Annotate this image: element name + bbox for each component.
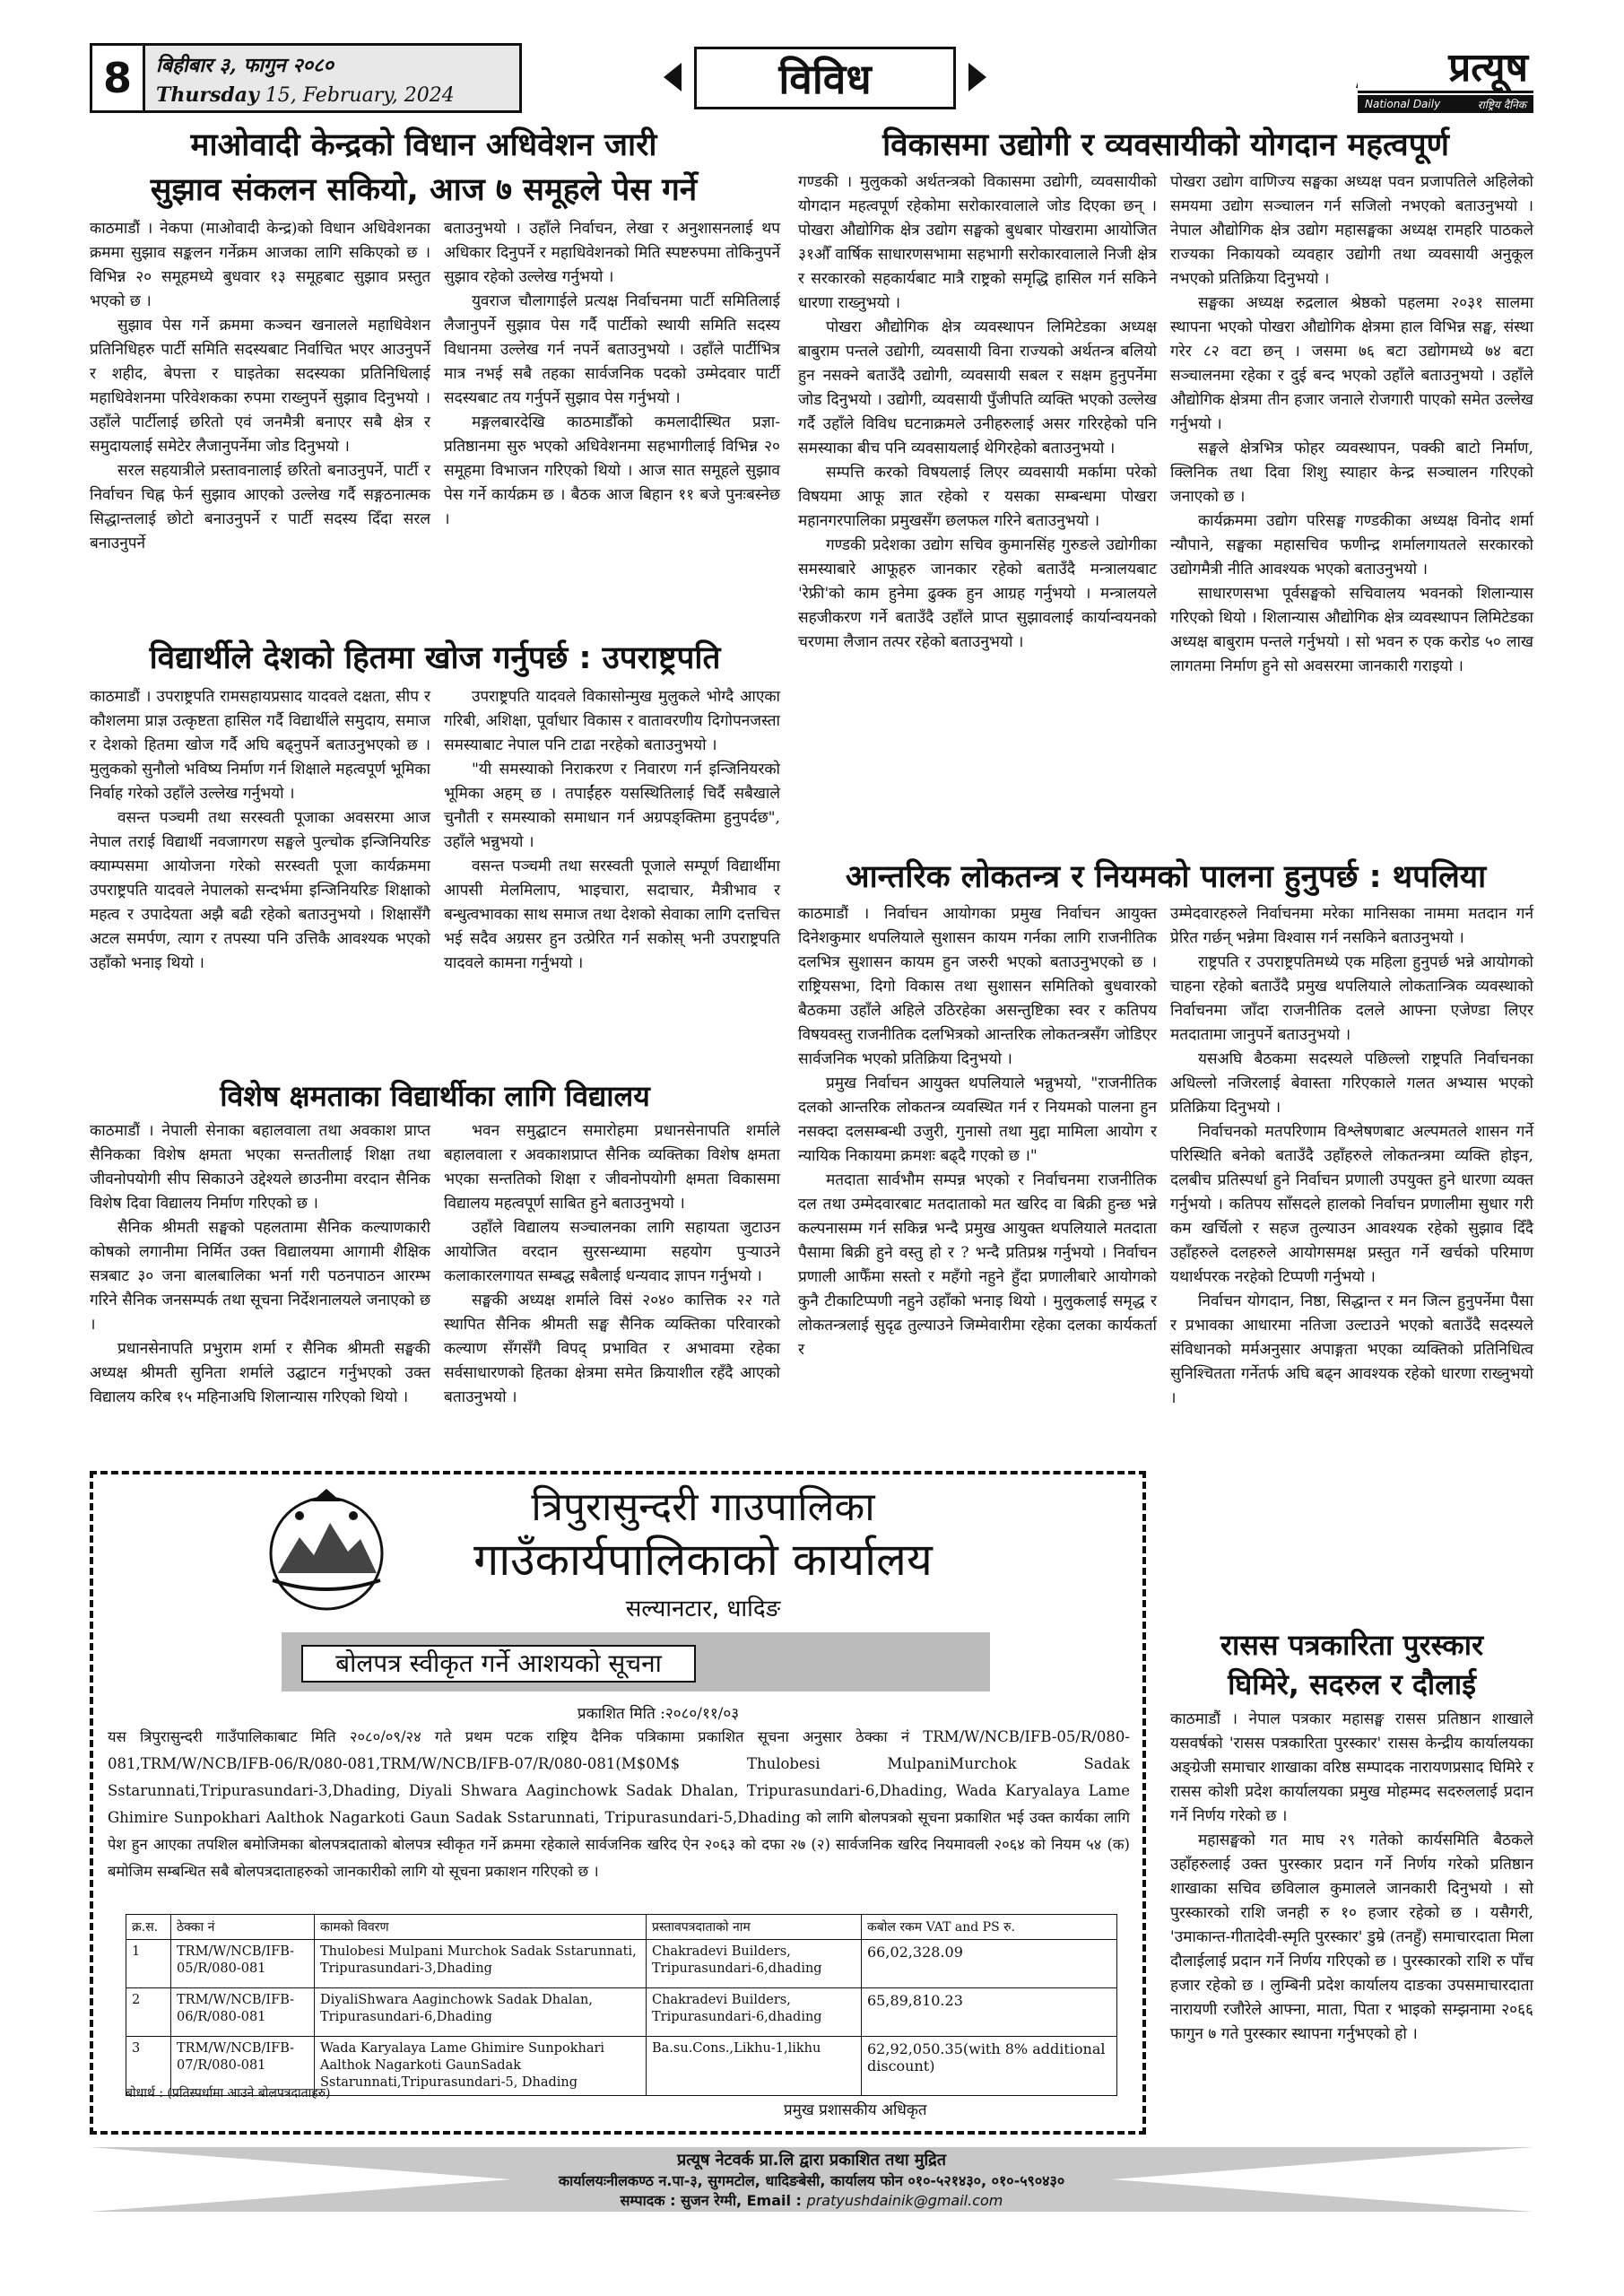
paragraph: वसन्त पञ्चमी तथा सरस्वती पूजाका अवसरमा आज नेपाल तराई विद्यार्थी नवजागरण सङ्घले पुल्चोक इन्जिनियरिङ क्याम्पसमा आयोजना गरेको सरस्वती पूजा कार्यक्रममा उपराष्ट्रपति यादवले नेपालको सन्दर्भमा इन्जिनियरिङ शिक्षाको महत्व र उपादेयता अझै बढी रहेको बताउनुभयो । शिक्षासँगै अटल समर्पण, त्याग र तपस्या पनि उत्तिकै आवश्यक भएको उहाँको भनाइ थियो । [90, 809, 430, 972]
paragraph: काठमाडौं । उपराष्ट्रपति रामसहायप्रसाद यादवले दक्षता, सीप र कौशलमा प्राज्ञ उत्कृष्टता हासिल गर्दै विद्यार्थीले समुदाय, समाज र देशको हितमा खोज गर्दै अघि बढ्नुपर्ने बताउनुभएको छ । मुलुकको सुनौलो भविष्य निर्माण गर्न शिक्षाले महत्वपूर्ण भूमिका निर्वाह गरेको उहाँले उल्लेख गर्नुभयो । [90, 688, 431, 803]
article6-headline2: घिमिरे, सदरुल र दौलाई [1228, 1667, 1476, 1701]
paragraph: युवराज चौलागाईले प्रत्यक्ष निर्वाचनमा पार्टी समितिलाई लैजानुपर्ने सुझाव पेस गर्दै पार्टीको स्थायी समिति सदस्य विधानमा उल्लेख गर्न नपर्ने बताउनुभयो । उहाँले पार्टीभित्र मात्र नभई सबै तहका सार्वजनिक पदको उम्मेदवार पार्टी सदस्यबाट तय गर्नुपर्ने सुझाव पेस गर्नुभयो । [444, 292, 780, 407]
notice-title: त्रिपुरासुन्दरी गाउपालिका [531, 1484, 875, 1530]
logo-subtitle [1358, 95, 1533, 113]
table-cell: Ba.su.Cons.,Likhu-1,likhu [647, 2037, 862, 2096]
paragraph: सङ्घले क्षेत्रभित्र फोहर व्यवस्थापन, पक्की बाटो निर्माण, क्लिनिक तथा दिवा शिशु स्याहार केन्द्र सञ्चालन गरिएको जनाएको छ । [1170, 439, 1533, 506]
section-title: विविध [694, 47, 956, 109]
date-nepali: बिहीबार ३, फागुन २०८० [156, 54, 334, 77]
paragraph: कार्यक्रममा उद्योग परिसङ्घ गण्डकीका अध्यक्ष विनोद शर्मा न्यौपाने, सङ्घका महासचिव फणीन्द्र शर्मालगायतले सरकारको उद्योगमैत्री नीति आवश्यक भएको बताउनुभयो । [1170, 512, 1533, 578]
right-arrow-icon [968, 63, 986, 91]
paragraph: निर्वाचन योगदान, निष्ठा, सिद्धान्त र मन जित्न हुनुपर्नेमा पैसा र प्रभावका आधारमा नतिजा उल्टाउने भएको बताउँदै सदस्यले संविधानको मर्मअनुसार अपाङ्गता भएका व्यक्तिको प्रतिनिधित्व सुनिश्चितता गर्नेतर्फ अघि बढ्न आवश्यक रहेको धारणा राख्नुभयो । [1170, 1292, 1533, 1407]
paragraph: प्रमुख निर्वाचन आयुक्त थपलियाले भन्नुभयो, "राजनीतिक दलको आन्तरिक लोकतन्त्र व्यवस्थित गर्न र नियमको पालना हुन नसक्दा दलसम्बन्धी उजुरी, गुनासो तथा मुद्दा मामिला आयोग र न्यायिक निकायमा क्रमशः बढ्दै गएको छ ।" [798, 1074, 1157, 1165]
table-cell: DiyaliShwara Aaginchowk Sadak Dhalan, Tripurasundari-6,Dhading [315, 1988, 647, 2037]
table-header: कबोल रकम VAT and PS रु. [862, 1915, 1117, 1940]
paragraph: राष्ट्रपति र उपराष्ट्रपतिमध्ये एक महिला हुनुपर्छ भन्ने आयोगको चाहना रहेको बताउँदै प्रमुख थपलियाले लोकतान्त्रिक व्यवस्थाको निर्वाचनमा जाँदा राजनीतिक दलले आफ्ना एजेण्डा लिएर मतदातामा जानुपर्ने बताउनुभयो । [1170, 953, 1533, 1044]
page-number: 8 [90, 43, 145, 113]
table-header: ठेक्का नं [171, 1915, 315, 1940]
paragraph: निर्वाचनको मतपरिणाम विश्लेषणबाट अल्पमतले शासन गर्ने परिस्थिति बनेको बताउँदै उहाँहरुले लोकतन्त्रमा व्यक्ति होइन, दलबीच प्रतिस्पर्धा हुने निर्वाचन प्रणाली उपयुक्त हुने धारणा व्यक्त गर्नुभयो । कतिपय साँसदले हालको निर्वाचन प्रणालीमा सुधार गरी कम खर्चिलो र सहज तुल्याउन आवश्यक रहेको सुझाव दिँदै उहाँहरुले दलहरुले आयोगसमक्ष प्रस्तुत गर्ने खर्चको परिमाण यथार्थपरक नरहेको टिप्पणी गर्नुभयो । [1170, 1123, 1533, 1286]
article1-headline1: माओवादी केन्द्रको विधान अधिवेशन जारी [190, 127, 657, 163]
paragraph: बताउनुभयो । उहाँले निर्वाचन, लेखा र अनुशासनलाई थप अधिकार दिनुपर्ने र महाधिवेशनको मिति स्पष्टरुपमा तोकिनुपर्ने सुझाव रहेको उल्लेख गर्नुभयो । [444, 220, 780, 286]
article3-headline: विशेष क्षमताका विद्यार्थीका लागि विद्यालय [220, 1079, 650, 1113]
notice-note: बोधार्थ : (प्रतिस्पर्धामा आउने बोलपत्रदाताहरु) [126, 2086, 331, 2100]
paragraph: गण्डकी । मुलुकको अर्थतन्त्रको विकासमा उद्योगी, व्यवसायीको योगदान महत्वपूर्ण रहेकोमा सरोकारवालाले जोड दिएका छन् । पोखरा औद्योगिक क्षेत्र उद्योग सङ्घको बुधबार पोखरामा आयोजित ३१औँ वार्षिक साधारणसभामा सहभागी सरोकारवालाले निजी क्षेत्र र सरकारको सहकार्यबाट मात्रै राष्ट्रको समृद्धि हासिल गर्न सकिने धारणा राख्नुभयो । [798, 173, 1157, 312]
logo-text: प्रत्यूष [1358, 43, 1533, 93]
table-cell: Wada Karyalaya Lame Ghimire Sunpokhari Aalthok Nagarkoti GaunSadak Sstarunnati,Tripurasundari-5, Dhading [315, 2037, 647, 2096]
section-banner [664, 47, 986, 109]
table-cell: Chakradevi Builders, Tripurasundari-6,dhading [647, 1940, 862, 1988]
paragraph: पोखरा औद्योगिक क्षेत्र व्यवस्थापन लिमिटेडका अध्यक्ष बाबुराम पन्तले उद्योगी, व्यवसायी विना राज्यको अर्थतन्त्र बलियो हुन नसक्ने बताउँदै उद्योगी, व्यवसायी सबल र सक्षम हुनुपर्नेमा जोड दिनुभयो । उद्योगी, व्यवसायी पुँजीपति व्यक्ति भएको उल्लेख गर्दै उहाँले विविध घटनाक्रमले उनीहरुलाई असर गरिरहेको पनि समस्याका बीच पनि व्यवसायलाई थेगिरहेको बताउनुभयो । [798, 318, 1157, 457]
table-header: कामको विवरण [315, 1915, 647, 1940]
article4-headline: विकासमा उद्योगी र व्यवसायीको योगदान महत्वपूर्ण [882, 127, 1449, 163]
paragraph: यसअघि बैठकमा सदस्यले पछिल्लो राष्ट्रपति निर्वाचनका अधिल्लो नजिरलाई बेवास्ता गरिएकाले गलत अभ्यास भएको प्रतिक्रिया दिनुभयो । [1170, 1050, 1533, 1117]
table-header: क्र.स. [126, 1915, 171, 1940]
paragraph: साधारणसभा पूर्वसङ्घको सचिवालय भवनको शिलान्यास गरिएको थियो । शिलान्यास औद्योगिक क्षेत्र व्यवस्थापन लिमिटेडका अध्यक्ष बाबुराम पन्तले गर्नुभयो । सो भवन रु एक करोड ५० लाख लागतमा निर्माण हुने सो अवसरमा जानकारी गराइयो । [1170, 585, 1533, 675]
paragraph: काठमाडौं । नेकपा (माओवादी केन्द्र)को विधान अधिवेशनका क्रममा सुझाव सङ्कलन गर्नेक्रम आजका लागि सकिएको छ । विभिन्न २० समूहमध्ये बुधवार १३ समूहबाट सुझाव प्रस्तुत भएको छ । [90, 220, 430, 310]
article4-col2 [1170, 170, 1533, 679]
table-header: प्रस्तावपत्रदाताको नाम [647, 1915, 862, 1940]
paragraph: काठमाडौं । नेपाल पत्रकार महासङ्घ रासस प्रतिष्ठान शाखाले यसवर्षको 'रासस पत्रकारिता पुरस्कार' रासस केन्द्रीय कार्यालयका अङ्ग्रेजी समाचार शाखाका वरिष्ठ सम्पादक नारायणप्रसाद घिमिरे र रासस कोशी प्रदेश कार्यालयका प्रमुख मोहम्मद सदरुललाई प्रदान गर्ने निर्णय गरेको छ । [1170, 1710, 1533, 1825]
paragraph: उम्मेदवारहरुले निर्वाचनमा मरेका मानिसका नाममा मतदान गर्न प्रेरित गर्छन् भन्नेमा विश्वास गर्न नसकिने बताउनुभयो । [1170, 905, 1533, 947]
paragraph: भवन समुद्घाटन समारोहमा प्रधानसेनापति शर्माले बहालवाला र अवकाशप्राप्त सैनिक व्यक्तिका विशेष क्षमता भएका सन्ततिको शिक्षा र जीवनोपयोगी क्षमता विकासमा विद्यालय महत्वपूर्ण साबित हुने बताउनुभयो । [444, 1122, 780, 1213]
paragraph: पोखरा उद्योग वाणिज्य सङ्घका अध्यक्ष पवन प्रजापतिले अहिलेको समयमा उद्योग सञ्चालन गर्न सजिलो नभएको बताउनुभयो । नेपाल औद्योगिक क्षेत्र उद्योग महासङ्घका अध्यक्ष रामहरि पाठकले राज्यका निकायको व्यवहार उद्योगी तथा व्यवसायी अनुकूल नभएको प्रतिक्रिया दिनुभयो । [1170, 173, 1533, 288]
table-cell: 3 [126, 2037, 171, 2096]
notice-body: यस त्रिपुरासुन्दरी गाउँपालिकाबाट मिति २०८०/०९/२४ गते प्रथम पटक राष्ट्रिय दैनिक पत्रिकामा प्रकाशित सूचना अनुसार ठेक्का नं TRM/W/NCB/IFB-05/R/080-081,TRM/W/NCB/IFB-06/R/080-081,TRM/W/NCB/IFB-07/R/080-081(M$0M$ Thulobesi MulpaniMurchok Sadak Sstarunnati,Tripurasundari-3,Dhading, Diyali Shwara Aaginchowk Sadak Dhalan, Tripurasundari-6,Dhading, Wada Karyalaya Lame Ghimire Sunpokhari Aalthok Nagarkoti Gaun Sadak Sstarunnati, Tripurasundari-5,Dhading को लागि बोलपत्रको सूचना प्रकाशित भई उक्त कार्यका लागि पेश हुन आएका तपशिल बमोजिमका बोलपत्रदाताको बोलपत्र स्वीकृत गर्ने क्रममा रहेकाले सार्वजनिक खरिद ऐन २०६३ को दफा २७ (२) सार्वजनिक खरिद नियमावली २०६४ को नियम ५४ (क) बमोजिम सम्बन्धित सबै बोलपत्रदाताहरुको जानकारीको लागि यो सूचना प्रकाशन गरिएको छ । [108, 1728, 1130, 1880]
footer-editor [90, 2190, 1533, 2210]
table-row [126, 1940, 1117, 1988]
table-cell: 2 [126, 1988, 171, 2037]
public-notice [90, 1471, 1146, 2135]
paragraph: सरल सहयात्रीले प्रस्तावनालाई छरितो बनाउनुपर्ने, पार्टी र निर्वाचन चिह्न फेर्न सुझाव आएको उल्लेख गर्दै सङ्गठनात्मक सिद्धान्तलाई छोटो बनाउनुपर्ने र पार्टी सदस्य दिँदा सरल बनाउनुपर्ने [90, 462, 430, 552]
article4-col1 [798, 170, 1157, 655]
article6-body [1170, 1708, 1533, 2047]
notice-published-date: प्रकाशित मिति :२०८०/११/०३ [577, 1705, 740, 1723]
date-day: Thursday [156, 83, 259, 107]
article5-col2 [1170, 902, 1533, 1411]
paragraph: सैनिक श्रीमती सङ्घको पहलतामा सैनिक कल्याणकारी कोषको लगानीमा निर्मित उक्त विद्यालयमा आगामी शैक्षिक सत्रबाट ३० जना बालबालिका भर्ना गरी पठनपाठन आरम्भ गरिने सैनिक जनसम्पर्क तथा सूचना निर्देशनालयले जनाएको छ । [90, 1219, 430, 1334]
table-cell: Chakradevi Builders, Tripurasundari-6,dhading [647, 1988, 862, 2037]
bid-table [126, 1914, 1117, 2096]
date-english [156, 83, 508, 107]
table-cell: TRM/W/NCB/IFB-05/R/080-081 [171, 1940, 315, 1988]
footer-editor-label: सम्पादक : सुजन रेग्मी, Email : [620, 2192, 802, 2209]
table-cell: 62,92,050.35(with 8% additional discount) [862, 2037, 1117, 2096]
footer-address: कार्यालयःनीलकण्ठ न.पा-३, सुगमटोल, धादिङबेसी, कार्यालय फोन ०१०-५२१४३०, ०१०-५९०४३० [558, 2172, 1065, 2189]
paragraph: उपराष्ट्रपति यादवले विकासोन्मुख मुलुकले भोग्दै आएका गरिबी, अशिक्षा, पूर्वाधार विकास र वातावरणीय दिगोपनजस्ता समस्याबाट नेपाल पनि टाढा नरहेको बताउनुभयो । [444, 688, 780, 754]
table-cell: 1 [126, 1940, 171, 1988]
footer-publisher: प्रत्यूष नेटवर्क प्रा.लि द्वारा प्रकाशित तथा मुद्रित [677, 2151, 946, 2170]
article2-col1 [90, 685, 430, 976]
page-header [90, 43, 1533, 117]
notice-office: गाउँकार्यपालिकाको कार्यालय [473, 1534, 933, 1586]
article1-col1 [90, 217, 430, 556]
paragraph: महासङ्घको गत माघ २९ गतेको कार्यसमिति बैठकले उहाँहरुलाई उक्त पुरस्कार प्रदान गर्ने निर्णय गरेको प्रतिष्ठान शाखाका सचिव छविलाल कुमालले जानकारी दिनुभयो । सो पुरस्कारको राशि जनही रु १० हजार रहेको छ । यसैगरी, 'उमाकान्त-गीतादेवी-स्मृति पुरस्कार' डुम्रे (तनहुँ) समाचारदाता मिला दौलाईलाई प्रदान गर्ने निर्णय गरिएको छ । पुरस्कारको राशि रु पाँच हजार रहेको छ । लुम्बिनी प्रदेश कार्यालय दाङका उपसमाचारदाता नारायणी रजौरेले आफ्ना, माता, पिता र भाइको सम्झनामा २०६६ फागुन ७ गते पुरस्कार स्थापना गर्नुभएको हो । [1170, 1831, 1533, 2043]
table-cell: 65,89,810.23 [862, 1988, 1117, 2037]
page-footer [90, 2147, 1533, 2212]
table-row [126, 1988, 1117, 2037]
date-box [145, 43, 522, 113]
paragraph: उहाँले विद्यालय सञ्चालनका लागि सहायता जुटाउन आयोजित वरदान सुरसन्ध्यामा सहयोग पुऱ्याउने कलाकारलगायत सम्बद्ध सबैलाई धन्यवाद ज्ञापन गर्नुभयो । [444, 1219, 780, 1285]
table-cell: 66,02,328.09 [862, 1940, 1117, 1988]
paragraph: वसन्त पञ्चमी तथा सरस्वती पूजाले सम्पूर्ण विद्यार्थीमा आपसी मेलमिलाप, भाइचारा, सदाचार, मैत्रीभाव र बन्धुत्वभावका साथ समाज तथा देशको सेवाका लागि दत्तचित्त भई सदैव अग्रसर हुन उत्प्रेरित गर्न सकोस् भनी उपराष्ट्रपति यादवले कामना गर्नुभयो । [444, 857, 780, 972]
notice-tag: बोलपत्र स्वीकृत गर्ने आशयको सूचना [301, 1645, 696, 1683]
paragraph: गण्डकी प्रदेशका उद्योग सचिव कुमानसिंह गुरुङले उद्योगीका समस्याबारे आफूहरु जानकार रहेको बताउँदै मन्त्रालयबाट 'रेफ्री'को काम हुनेमा ढुक्क हुन आग्रह गर्नुभयो । मन्त्रालयले सहजीकरण गर्ने बताउँदै उहाँले प्राप्त सुझावलाई कार्यान्वयनको चरणमा लैजान तत्पर रहेको बताउनुभयो । [798, 536, 1157, 651]
paragraph: सङ्घका अध्यक्ष रुद्रलाल श्रेष्ठको पहलमा २०३१ सालमा स्थापना भएको पोखरा औद्योगिक क्षेत्रमा हाल विभिन्न सङ्घ, संस्था गरेर ८२ वटा छन् । जसमा ७६ बटा उद्योगमध्ये ७४ बटा सञ्चालनमा रहेका र दुई बन्द भएको उहाँले बताउनुभयो । उहाँले औद्योगिक क्षेत्रमा तीन हजार जनाले रोजगारी पाएको समेत उल्लेख गर्नुभयो । [1170, 294, 1533, 433]
notice-signatory: प्रमुख प्रशासकीय अधिकृत [784, 2101, 927, 2119]
masthead-logo [1354, 43, 1533, 115]
article6-headline1: रासस पत्रकारिता पुरस्कार [1220, 1628, 1484, 1662]
paragraph: मङ्गलबारदेखि काठमाडौँको कमलादीस्थित प्रज्ञा-प्रतिष्ठानमा सुरु भएको अधिवेशनमा सहभागीलाई विभिन्न २० समूहमा विभाजन गरिएको थियो । आज सात समूहले सुझाव पेस गर्ने कार्यक्रम छ । बैठक आज बिहान ११ बजे पुनःबस्नेछ । [444, 413, 780, 528]
paragraph: काठमाडौं । नेपाली सेनाका बहालवाला तथा अवकाश प्राप्त सैनिकका विशेष क्षमता भएका सन्ततीलाई शिक्षा तथा जीवनोपयोगी सीप सिकाउने उद्देश्यले छाउनीमा वरदान सैनिक विशेष दिवा विद्यालय निर्माण गरिएको छ । [90, 1122, 430, 1213]
paragraph: काठमाडौं । निर्वाचन आयोगका प्रमुख निर्वाचन आयुक्त दिनेशकुमार थपलियाले सुशासन कायम गर्नका लागि राजनीतिक दलभित्र सुशासन कायम हुन जरुरी भएको बताउनुभएको छ । राष्ट्रियसभा, दिगो विकास तथा सुशासन समितिको बुधवारको बैठकमा उहाँले अहिले उठिरहेका असन्तुष्टिका स्वर र कतिपय विषयवस्तु राजनीतिक दलभित्रको आन्तरिक लोकतन्त्रसँग जोडिएर सार्वजनिक भएको प्रतिक्रिया दिनुभयो । [798, 905, 1157, 1068]
table-cell: TRM/W/NCB/IFB-07/R/080-081 [171, 2037, 315, 2096]
table-header-row [126, 1915, 1117, 1940]
paragraph: सम्पत्ति करको विषयलाई लिएर व्यवसायी मर्कामा परेको विषयमा आफू ज्ञात रहेको र यसका सम्बन्धमा पोखरा महानगरपालिका प्रमुखसँग छलफल गरिने बताउनुभयो । [798, 464, 1157, 530]
table-cell: TRM/W/NCB/IFB-06/R/080-081 [171, 1988, 315, 2037]
date-value: 15, February, 2024 [265, 84, 455, 107]
table-cell: Thulobesi Mulpani Murchok Sadak Sstarunnati, Tripurasundari-3,Dhading [315, 1940, 647, 1988]
article3-col2 [444, 1119, 780, 1410]
paragraph: सङ्घकी अध्यक्ष शर्माले विसं २०४० कात्तिक २२ गते स्थापित सैनिक श्रीमती सङ्घ सैनिक व्यक्तिका परिवारको कल्याण सँगसँगै विपद् प्रभावित र अभावमा रहेका सर्वसाधारणको हितका क्षेत्रमा समेत क्रियाशील रहँदै आएको बताउनुभयो । [444, 1292, 780, 1406]
paragraph: "यी समस्याको निराकरण र निवारण गर्न इन्जिनियरको भूमिका अहम् छ । तपाईंहरु यसस्थितिलाई चिर्दै सबैखाले चुनौती र समस्याको समाधान गर्न अग्रपङ्क्तिमा हुनुपर्दछ", उहाँले भन्नुभयो । [444, 761, 780, 851]
article5-col1 [798, 902, 1157, 1362]
notice-address: सल्यानटार, धादिङ [625, 1596, 781, 1622]
article3-col1 [90, 1119, 430, 1410]
article2-col2 [444, 685, 780, 976]
paragraph: मतदाता सार्वभौम सम्पन्न भएको र निर्वाचनमा राजनीतिक दल तथा उम्मेदवारबाट मतदाताको मत खरिद वा बिक्री हुन्छ भन्ने कल्पनासम्म गर्न सकिन्न भन्दै प्रमुख आयुक्त थपलियाले मतदाता पैसामा बिक्री हुने वस्तु हो र ? भन्दै प्रतिप्रश्न गर्नुभयो । निर्वाचन प्रणाली आफैँमा सस्तो र महँगो नहुने हुँदा प्रणालीबारे आयोगको कुनै टीकाटिप्पणी नहुने उहाँको भनाइ थियो । मुलुकलाई समृद्ध र लोकतन्त्रलाई सुदृढ तुल्याउने जिम्मेवारीमा रहेका दलका कार्यकर्ता र [798, 1171, 1157, 1359]
logo-sub-right: राष्ट्रिय दैनिक [1477, 98, 1526, 111]
logo-sub-left: National Daily [1365, 98, 1441, 110]
footer-email-link[interactable]: pratyushdainik@gmail.com [806, 2192, 1003, 2209]
article1-col2 [444, 217, 780, 532]
left-arrow-icon [664, 63, 682, 91]
article5-headline: आन्तरिक लोकतन्त्र र नियमको पालना हुनुपर्छ : थपलिया [845, 859, 1487, 895]
article1-headline2: सुझाव संकलन सकियो, आज ७ समूहले पेस गर्ने [150, 172, 698, 208]
paragraph: सुझाव पेस गर्ने क्रममा कञ्चन खनालले महाधिवेशन प्रतिनिधिहरु पार्टी समिति सदस्यबाट निर्वाचित भएर आउनुपर्ने र शहीद, बेपत्ता र घाइतेका सदस्यका प्रतिनिधिलाई महाधिवेशनमा परिवेशकका रुपमा राख्नुपर्ने सुझाव दिनुभयो । उहाँले पार्टीलाई छरितो एवं जनमैत्री बनाएर सबै क्षेत्र र समुदायलाई समेटेर लैजानुपर्नेमा जोड दिनुभयो । [90, 317, 430, 456]
article2-headline: विद्यार्थीले देशको हितमा खोज गर्नुपर्छ : उपराष्ट्रपति [149, 640, 721, 676]
paragraph: प्रधानसेनापति प्रभुराम शर्मा र सैनिक श्रीमती सङ्घकी अध्यक्ष श्रीमती सुनिता शर्माले उद्घाटन गर्नुभएको उक्त विद्यालय करिब १५ महिनाअघि शिलान्यास गरिएको थियो । [90, 1340, 430, 1406]
